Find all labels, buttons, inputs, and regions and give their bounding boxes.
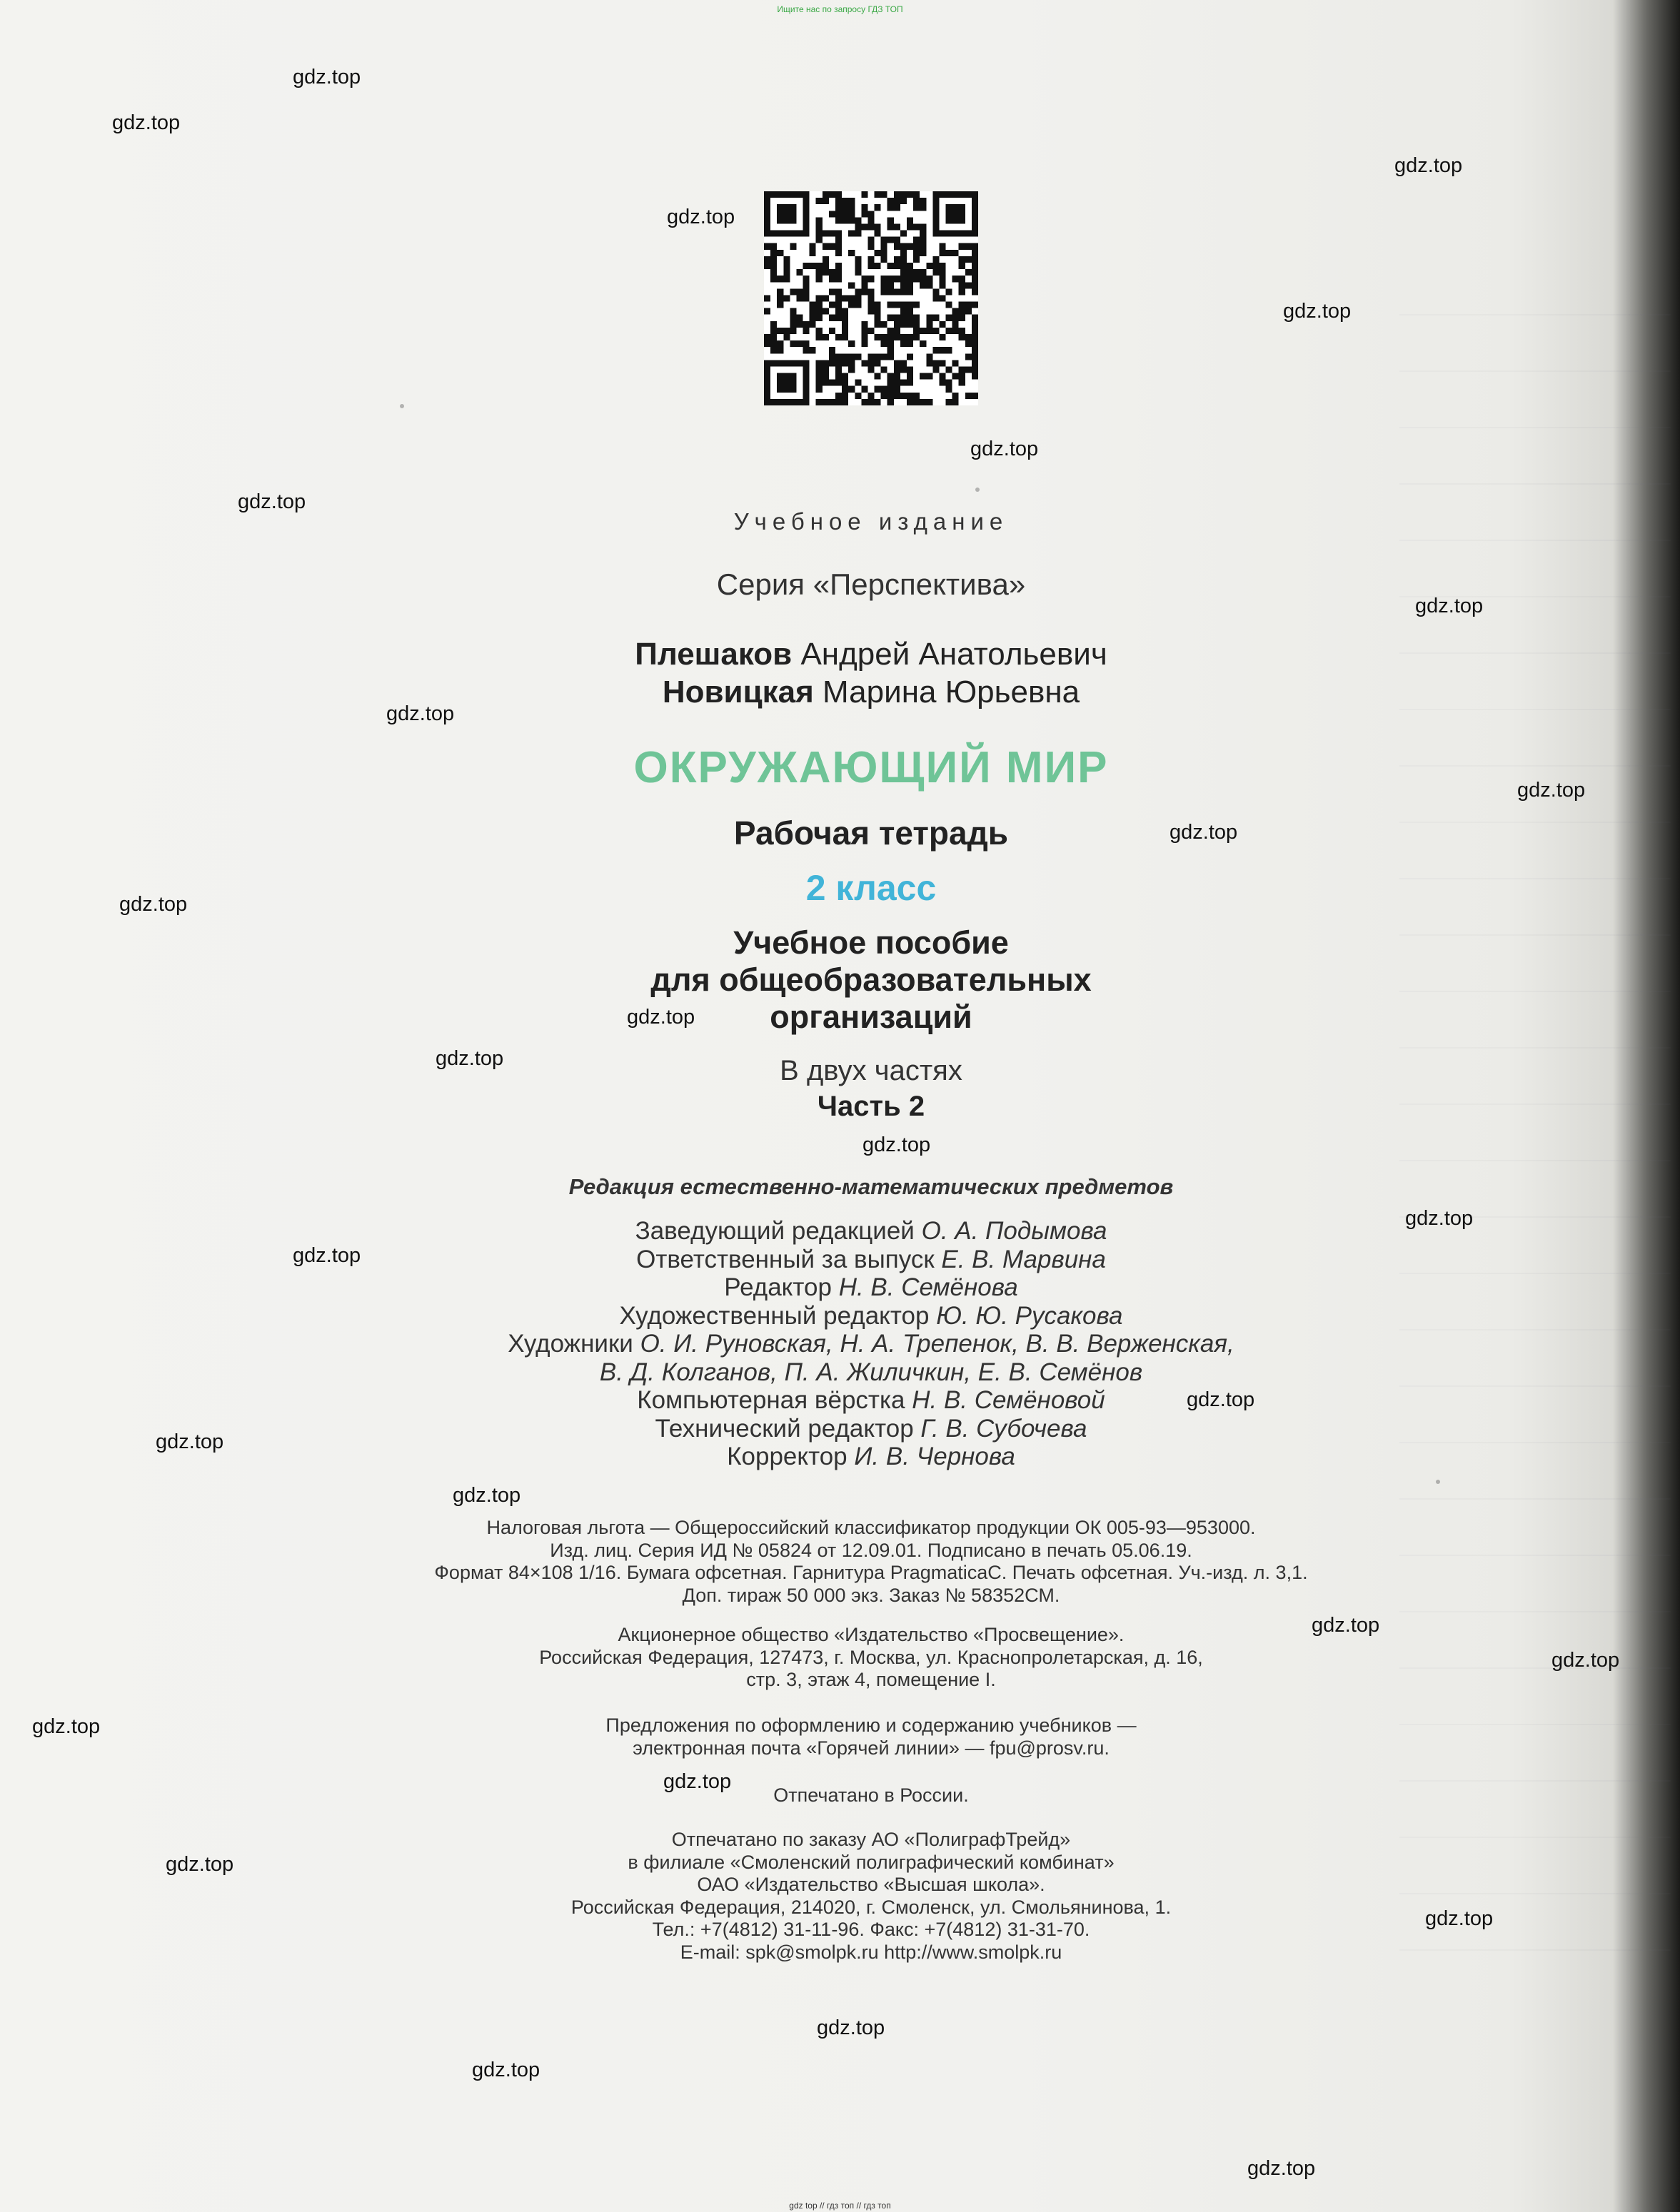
credit-line: В. Д. Колганов, П. А. Жиличкин, Е. В. Семёнов: [599, 1358, 1143, 1386]
printer-info: [286, 1829, 1457, 1964]
ghost-row: [1399, 483, 1671, 485]
ghost-row: [1399, 1498, 1671, 1500]
credit-line: Художественный редактор Ю. Ю. Русакова: [619, 1301, 1123, 1330]
print-speck: [1436, 1480, 1440, 1484]
printed-in: Отпечатано в России.: [773, 1784, 969, 1806]
ghost-row: [1399, 314, 1671, 315]
watermark: gdz.top: [472, 2059, 540, 2081]
printer-line: Отпечатано по заказу АО «ПолиграфТрейд»: [671, 1829, 1071, 1850]
publisher-line: стр. 3, этаж 4, помещение I.: [746, 1669, 996, 1690]
printer-line: ОАО «Издательство «Высшая школа».: [697, 1874, 1045, 1895]
author-1-given-name: Андрей Анатольевич: [800, 637, 1107, 672]
watermark: gdz.top: [1170, 821, 1238, 844]
printer-line: E-mail: spk@smolpk.ru http://www.smolpk.ru: [680, 1941, 1062, 1963]
watermark: gdz.top: [156, 1430, 224, 1453]
author-2-given-name: Марина Юрьевна: [823, 675, 1080, 709]
ghost-row: [1399, 1780, 1671, 1782]
ghost-row: [1399, 427, 1671, 428]
watermark: gdz.top: [1394, 154, 1463, 177]
watermark: gdz.top: [1551, 1649, 1620, 1672]
book-subtitle: Рабочая тетрадь: [733, 814, 1009, 852]
printer-line: в филиале «Смоленский полиграфический комбинат»: [628, 1851, 1115, 1873]
qr-code-graphic: [764, 191, 978, 405]
header-note: Ищите нас по запросу ГДЗ ТОП: [777, 4, 903, 14]
printer-line: Российская Федерация, 214020, г. Смоленск, ул. Смольянинова, 1.: [570, 1896, 1172, 1918]
author-2-surname: Новицкая: [662, 675, 814, 709]
purpose-block: [286, 924, 1457, 1036]
watermark: gdz.top: [453, 1484, 521, 1507]
watermark: gdz.top: [663, 1770, 732, 1793]
publisher-line: Акционерное общество «Издательство «Просвещение».: [618, 1624, 1125, 1645]
credit-line: Редактор Н. В. Семёнова: [724, 1273, 1018, 1301]
watermark: gdz.top: [627, 1006, 695, 1029]
grade-label: 2 класс: [805, 868, 937, 908]
proposals-line: Предложения по оформлению и содержанию учебников —: [605, 1714, 1137, 1736]
watermark: gdz.top: [667, 206, 735, 228]
ghost-row: [1399, 1047, 1671, 1049]
ghost-row: [1399, 370, 1671, 372]
proposals-info: [286, 1714, 1457, 1759]
qr-code: [764, 191, 978, 405]
watermark: gdz.top: [1517, 779, 1586, 802]
credit-line: Художники О. И. Руновская, Н. А. Трепенок, В. В. Верженская,: [508, 1330, 1234, 1358]
credit-line: Корректор И. В. Чернова: [727, 1443, 1015, 1470]
watermark: gdz.top: [1247, 2157, 1316, 2180]
author-1-surname: Плешаков: [635, 637, 793, 672]
parts-count: В двух частях: [780, 1055, 962, 1086]
watermark: gdz.top: [293, 66, 361, 89]
print-speck: [975, 488, 980, 492]
edition-type: Учебное издание: [733, 508, 1009, 535]
legal-line: Изд. лиц. Серия ИД № 05824 от 12.09.01. Подписано в печать 05.06.19.: [550, 1539, 1192, 1561]
purpose-line: для общеобразовательных: [650, 961, 1092, 998]
watermark: gdz.top: [1312, 1614, 1380, 1637]
ghost-row: [1399, 1611, 1671, 1612]
credits-list: [286, 1217, 1457, 1471]
purpose-line: Учебное пособие: [733, 924, 1009, 961]
redaction-name: Редакция естественно-математических предметов: [568, 1174, 1174, 1199]
watermark: gdz.top: [1187, 1388, 1255, 1411]
legal-line: Налоговая льгота — Общероссийский классификатор продукции ОК 005-93—953000.: [486, 1517, 1256, 1538]
author-1: [286, 637, 1457, 672]
book-title: ОКРУЖАЮЩИЙ МИР: [633, 743, 1109, 792]
watermark: gdz.top: [166, 1853, 234, 1876]
publisher-info: [286, 1624, 1457, 1692]
watermark: gdz.top: [238, 490, 306, 513]
watermark: gdz.top: [436, 1047, 504, 1070]
watermark: gdz.top: [293, 1244, 361, 1267]
watermark: gdz.top: [386, 702, 455, 725]
legal-info: [286, 1517, 1457, 1607]
watermark: gdz.top: [817, 2016, 885, 2039]
proposals-line: электронная почта «Горячей линии» — fpu@prosv.ru.: [633, 1737, 1110, 1759]
footer-note: gdz top // гдз топ // гдз топ: [789, 2201, 891, 2211]
legal-line: Доп. тираж 50 000 экз. Заказ № 58352СМ.: [682, 1584, 1060, 1606]
credit-line: Компьютерная вёрстка Н. В. Семёновой: [637, 1386, 1105, 1414]
ghost-row: [1399, 1160, 1671, 1161]
watermark: gdz.top: [970, 438, 1039, 460]
part-number: Часть 2: [817, 1091, 925, 1122]
watermark: gdz.top: [1283, 300, 1352, 323]
watermark: gdz.top: [112, 111, 181, 134]
credit-line: Технический редактор Г. В. Субочева: [655, 1414, 1087, 1443]
print-speck: [400, 404, 404, 408]
author-2: [286, 675, 1457, 710]
watermark: gdz.top: [1425, 1907, 1494, 1930]
credit-line: Ответственный за выпуск Е. В. Марвина: [636, 1245, 1106, 1273]
watermark: gdz.top: [1415, 595, 1484, 617]
credit-line: Заведующий редакцией О. А. Подымова: [635, 1217, 1107, 1245]
legal-line: Формат 84×108 1/16. Бумага офсетная. Гарнитура PragmaticaC. Печать офсетная. Уч.-изд. л. 3,1.: [434, 1562, 1308, 1583]
watermark: gdz.top: [862, 1133, 931, 1156]
ghost-row: [1399, 540, 1671, 541]
publisher-line: Российская Федерация, 127473, г. Москва, ул. Краснопролетарская, д. 16,: [539, 1646, 1203, 1668]
purpose-line: организаций: [770, 999, 972, 1035]
printer-line: Тел.: +7(4812) 31-11-96. Факс: +7(4812) 31-31-70.: [652, 1919, 1090, 1940]
watermark: gdz.top: [32, 1715, 101, 1738]
watermark: gdz.top: [119, 893, 188, 916]
series-name: Серия «Перспектива»: [716, 567, 1026, 601]
watermark: gdz.top: [1405, 1207, 1474, 1230]
